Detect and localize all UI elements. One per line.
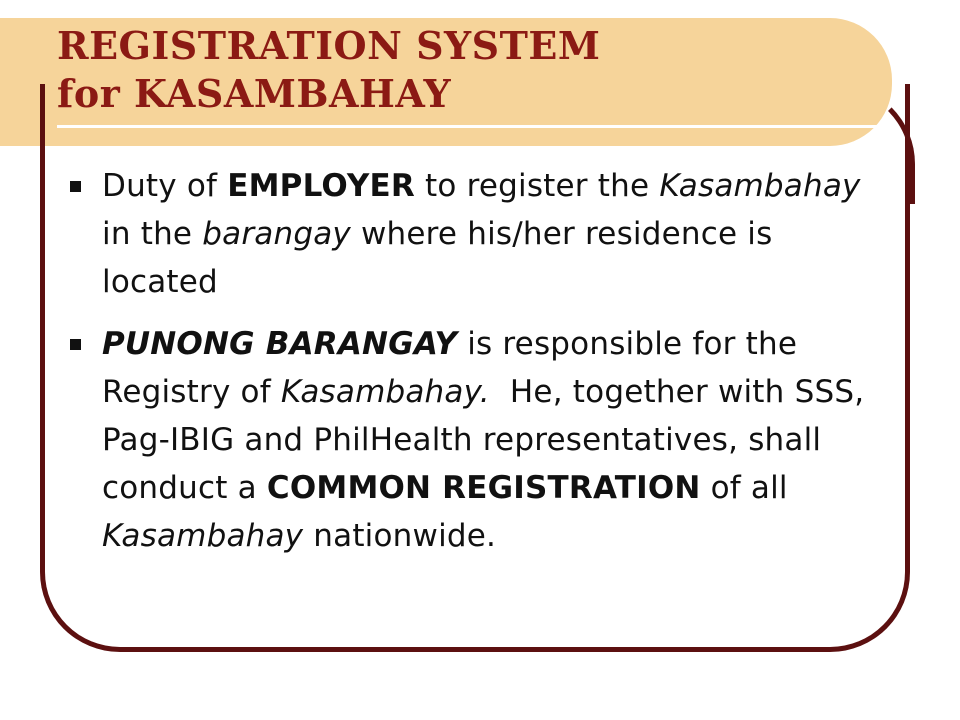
square-bullet-icon xyxy=(70,181,81,192)
bullet-text xyxy=(102,326,874,554)
square-bullet-icon xyxy=(70,339,81,350)
text-segment: of all xyxy=(700,470,788,506)
text-segment: Duty of xyxy=(102,168,228,204)
text-segment-italic: Kasambahay xyxy=(102,518,304,554)
text-segment-italic: barangay xyxy=(202,216,351,252)
text-segment: where his/her residence is located xyxy=(102,216,773,300)
text-segment-italic: Kasambahay. xyxy=(280,374,490,410)
text-segment: in the xyxy=(102,216,203,252)
bullet-item-punong-barangay xyxy=(70,320,875,560)
text-segment-bold-italic: PUNONG BARANGAY xyxy=(102,326,458,362)
text-segment-bold: EMPLOYER xyxy=(227,168,415,204)
text-segment: to register the xyxy=(414,168,660,204)
title-line-1: REGISTRATION SYSTEM xyxy=(57,23,601,68)
text-segment: is responsible for the Registry of xyxy=(102,326,798,410)
text-segment-italic: Kasambahay xyxy=(659,168,861,204)
text-segment: He, together with SSS, Pag-IBIG and PhilHealth representatives, shall conduct a xyxy=(102,374,875,506)
bullet-item-employer-duty xyxy=(70,162,870,306)
bullet-text xyxy=(102,168,861,300)
text-segment-bold: COMMON REGISTRATION xyxy=(266,470,701,506)
title-line-2: for KASAMBAHAY xyxy=(57,71,452,116)
bullet-list xyxy=(70,162,875,574)
text-segment: nationwide. xyxy=(303,518,497,554)
